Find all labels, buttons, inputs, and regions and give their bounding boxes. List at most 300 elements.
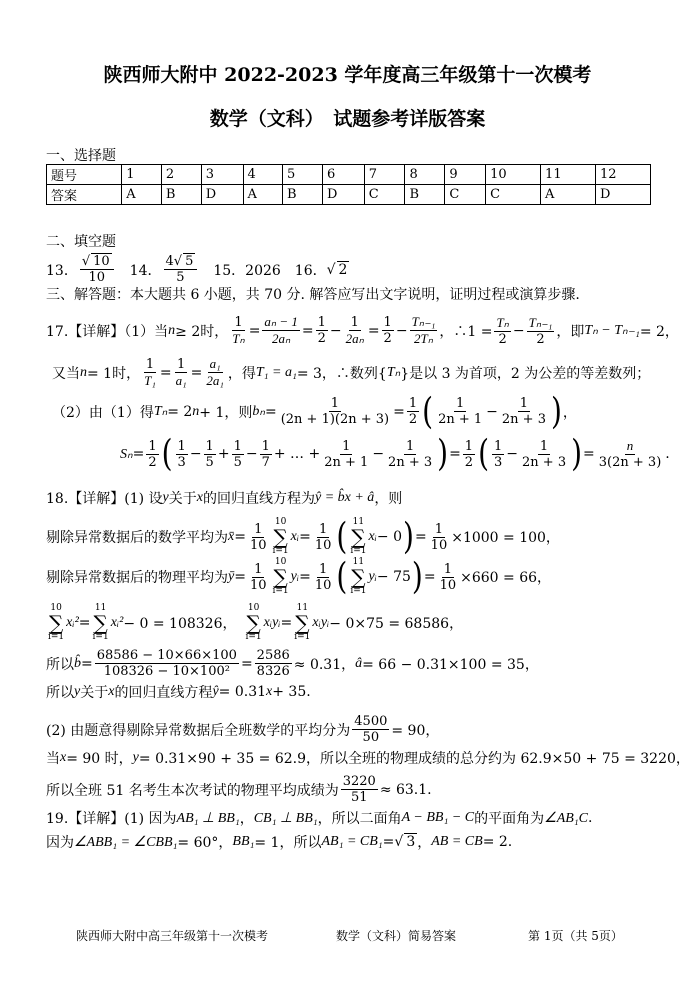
denominator <box>382 331 394 346</box>
text-run: 108326 − 10×100² <box>103 664 230 679</box>
denominator <box>344 331 366 347</box>
sigma-icon: ∑ <box>295 611 310 635</box>
math-variable: AB₁ = CB₁ <box>321 834 383 849</box>
denominator <box>497 332 509 347</box>
math-variable: bₙ <box>252 404 265 419</box>
section-heading-fill: 二、填空题 <box>46 234 116 250</box>
fraction <box>463 439 475 470</box>
denominator <box>102 664 232 679</box>
numerator <box>492 439 504 455</box>
text-run: 1 <box>519 396 529 411</box>
solution-line <box>46 254 349 285</box>
fraction <box>492 439 504 470</box>
numerator <box>80 254 114 270</box>
text-run: − 0 = 108326， <box>123 616 244 632</box>
text-run: 2n + 3 <box>522 454 567 470</box>
fraction <box>313 522 334 553</box>
text-run: ×660 = 66， <box>460 570 552 586</box>
text-run: 2 <box>408 412 418 427</box>
text-run: 所以 <box>46 685 74 701</box>
text-run: = <box>78 615 91 631</box>
text-run: = <box>299 529 311 545</box>
text-run: = <box>301 322 314 339</box>
numerator <box>410 314 438 331</box>
fraction <box>316 315 328 346</box>
text-run: = 2， <box>639 323 679 340</box>
denominator <box>204 455 216 470</box>
text-run: 1 <box>234 314 243 330</box>
sigma-icon: ∑ <box>273 565 288 589</box>
question-number-cell: 9 <box>445 165 486 185</box>
denominator <box>534 332 546 347</box>
math-variable: â <box>355 655 363 671</box>
math-variable: x <box>266 684 273 699</box>
text-run: 2586 <box>256 648 290 663</box>
sum-upper: 11 <box>94 603 107 613</box>
text-run: 10 <box>314 537 332 553</box>
question-number-cell: 1 <box>122 165 162 185</box>
text-run: 1 <box>408 396 418 411</box>
text-run: 因为 <box>46 835 74 851</box>
question-number-cell: 7 <box>364 165 405 185</box>
text-run: = 60°， <box>177 835 233 851</box>
text-run: 2 <box>536 331 545 347</box>
solution-line <box>52 356 650 389</box>
sum-lower: i=1 <box>350 586 367 596</box>
numerator <box>518 396 530 412</box>
summation <box>93 604 109 642</box>
denominator <box>597 455 664 470</box>
sigma-icon: ∑ <box>351 525 366 549</box>
text-run: − <box>329 322 342 339</box>
text-run: = 1，所以 <box>254 835 322 851</box>
numerator <box>317 562 329 578</box>
fraction <box>527 315 555 347</box>
answer-cell: D <box>595 185 650 205</box>
numerator <box>252 522 264 538</box>
math-variable: x̄ <box>228 529 235 544</box>
math-variable: ȳ <box>228 569 235 584</box>
text-run: = 3，∴数列{ <box>296 365 387 382</box>
denominator <box>361 730 382 745</box>
fraction <box>174 357 189 389</box>
question-number-cell: 3 <box>201 165 243 185</box>
fraction <box>500 396 548 427</box>
math-variable: Tₙ <box>232 330 245 346</box>
numerator <box>527 315 555 332</box>
text-run: = <box>234 569 246 585</box>
math-variable: xᵢyᵢ <box>263 615 281 630</box>
denominator <box>232 455 244 470</box>
text-run: 1 <box>205 438 214 454</box>
question-number-cell: 2 <box>161 165 201 185</box>
denominator <box>204 373 226 389</box>
math-variable: xᵢ² <box>110 615 124 630</box>
fraction <box>341 774 378 805</box>
fraction <box>410 314 438 347</box>
text-run: − <box>506 446 519 462</box>
numerator <box>232 439 244 455</box>
solution-line <box>46 604 463 642</box>
solution-line <box>46 808 592 828</box>
fraction <box>260 439 272 470</box>
text-run: 的回归直线方程 <box>114 685 213 701</box>
denominator <box>176 455 188 470</box>
text-run: 当 <box>46 751 60 767</box>
text-run: 5 <box>176 270 185 285</box>
numerator <box>255 648 292 664</box>
sqrt-expression <box>82 254 112 269</box>
answer-cell: C <box>445 185 486 205</box>
text-run: 4 <box>165 254 174 269</box>
sum-upper: 10 <box>247 603 260 613</box>
footer-school: 陕西师大附中高三年级第十一次模考 <box>76 929 269 943</box>
math-variable: A − BB₁ − C <box>401 810 475 825</box>
text-run: − <box>245 446 258 462</box>
sigma-icon: ∑ <box>273 525 288 549</box>
numerator <box>176 439 188 455</box>
text-run: 1 <box>254 521 263 537</box>
solution-line <box>46 314 679 347</box>
numerator <box>340 439 352 455</box>
fraction <box>279 396 391 427</box>
text-run: − <box>189 446 202 462</box>
summation <box>350 558 366 596</box>
answer-cell: D <box>322 185 364 205</box>
text-run: 1 <box>539 438 549 454</box>
summation <box>350 518 366 556</box>
text-run: 1 <box>177 438 186 454</box>
text-run: 50 <box>362 730 380 745</box>
math-variable: ŷ = b̂x + â <box>314 490 375 505</box>
text-run: 5 <box>233 454 242 470</box>
text-run: }是以 3 为首项，2 为公差的等差数列； <box>400 365 651 382</box>
denominator <box>500 412 548 427</box>
text-run: ， <box>562 404 577 421</box>
text-run: 1 <box>330 396 340 411</box>
text-run: 1 <box>383 315 392 330</box>
text-run: 1 <box>494 438 503 454</box>
fraction <box>142 357 158 389</box>
solution-line <box>46 514 560 558</box>
math-variable: T₁ = a₁ <box>255 364 297 380</box>
fraction <box>520 439 568 470</box>
text-run: ，则 <box>374 491 403 507</box>
summation <box>48 604 64 642</box>
math-variable: n <box>168 322 176 338</box>
denominator <box>86 270 107 285</box>
text-run: 1 <box>350 314 359 330</box>
text-run: 2 <box>317 331 326 346</box>
math-variable: 2Tₙ <box>414 331 433 346</box>
solution-line <box>46 554 552 598</box>
text-run: = 0.31 <box>218 684 267 700</box>
denominator <box>436 412 484 427</box>
section-heading-choice: 一、选择题 <box>46 148 116 164</box>
text-run: . <box>665 446 670 462</box>
text-run: 15．2026 16． <box>199 262 327 279</box>
text-run: = <box>393 403 405 420</box>
sqrt-icon: √ <box>81 254 91 269</box>
math-variable: Tₙ <box>386 365 401 380</box>
text-run: 17.【详解】（1）当 <box>46 323 169 340</box>
question-number-cell: 6 <box>322 165 364 185</box>
math-variable: yᵢ <box>290 569 300 584</box>
question-number-cell: 12 <box>595 165 650 185</box>
text-run: − <box>486 403 498 420</box>
text-run: 1 <box>317 315 326 330</box>
answer-cell: C <box>486 185 541 205</box>
numerator <box>329 396 341 412</box>
text-run: 2n + 1 <box>324 454 369 470</box>
fraction <box>176 439 188 470</box>
sqrt-icon: √ <box>394 834 404 850</box>
fraction <box>494 315 510 347</box>
sigma-icon: ∑ <box>351 565 366 589</box>
text-run: 的平面角为 <box>474 811 545 827</box>
text-run: = 2. <box>482 834 513 850</box>
table-row-answers <box>47 185 651 205</box>
math-variable: Tₙ <box>496 314 509 330</box>
text-run: (2n + 1)(2n + 3) <box>280 412 390 427</box>
solution-line <box>46 648 539 679</box>
text-run: 3 <box>494 454 503 470</box>
question-number-cell: 11 <box>541 165 596 185</box>
denominator <box>248 578 269 593</box>
math-variable: Tₙ − Tₙ₋₁ <box>584 323 640 338</box>
text-run: 2 <box>383 331 392 346</box>
sum-lower: i=1 <box>245 632 262 642</box>
math-variable: ∠AB₁C <box>544 810 588 826</box>
text-run: 8326 <box>256 664 290 679</box>
text-run: 1 <box>318 521 328 537</box>
math-variable: y <box>132 750 139 765</box>
text-run: = 66 − 0.31×100 = 35， <box>362 656 539 673</box>
text-run: = 90， <box>391 722 440 739</box>
text-run: 5 <box>205 454 214 470</box>
text-run: 1 <box>405 438 415 454</box>
sqrt-icon: √ <box>326 261 336 278</box>
text-run: = <box>159 364 172 381</box>
denominator <box>463 455 475 470</box>
sum-upper: 10 <box>274 557 287 567</box>
sigma-icon: ∑ <box>93 611 108 635</box>
text-run: 3(2n + 3) <box>598 455 662 470</box>
sum-upper: 11 <box>352 517 365 527</box>
text-run: . <box>588 810 593 826</box>
text-run: ≥ 2时， <box>175 323 229 340</box>
text-run: + <box>217 446 230 462</box>
text-run: 10 <box>249 537 267 553</box>
numerator <box>146 439 158 455</box>
text-run: = 0.31×90 + 35 = 62.9，所以全班的物理成绩的总分约为 62.9×50 + 75 = 3220， <box>138 751 690 767</box>
answer-cell: B <box>283 185 323 205</box>
denominator <box>174 270 186 285</box>
text-run: 1 <box>342 438 351 454</box>
math-variable: aₙ − 1 <box>264 314 298 329</box>
text-run: ， <box>239 811 254 827</box>
fraction <box>344 315 366 347</box>
numerator <box>262 314 299 331</box>
text-run: 68586 − 10×66×100 <box>96 648 237 663</box>
sum-lower: i=1 <box>272 586 289 596</box>
fraction <box>352 714 389 745</box>
sigma-icon: ∑ <box>246 611 261 635</box>
denominator <box>322 455 370 470</box>
denominator <box>412 331 435 347</box>
big-parenthesis: ( <box>478 431 490 475</box>
fraction <box>248 522 269 553</box>
sum-upper: 11 <box>352 557 365 567</box>
text-run: 10 <box>430 537 448 553</box>
text-run: 19.【详解】(1) 因为 <box>46 811 177 827</box>
math-variable: xᵢ <box>368 529 377 544</box>
solution-line <box>52 389 577 433</box>
fraction <box>407 396 419 427</box>
text-run: 所以 <box>46 656 74 673</box>
text-run: + 1，则 <box>199 404 253 421</box>
answer-cell: A <box>243 185 283 205</box>
text-run: 3220 <box>342 774 376 789</box>
text-run: = <box>240 655 253 672</box>
text-run: ×1000 = 100， <box>451 530 560 546</box>
text-run: = <box>367 322 380 339</box>
answer-cell: D <box>201 185 243 205</box>
fraction <box>204 356 226 389</box>
answer-cell: C <box>364 185 405 205</box>
denominator <box>407 412 419 427</box>
denominator <box>492 455 504 470</box>
text-run: 2n + 3 <box>388 454 433 470</box>
math-variable: x <box>60 750 67 765</box>
denominator <box>174 373 189 389</box>
text-run: 2n + 3 <box>501 412 546 427</box>
text-run: 1 <box>464 438 474 454</box>
answer-cell: B <box>161 185 201 205</box>
fraction <box>248 562 269 593</box>
denominator <box>230 331 246 347</box>
text-run: ，得 <box>227 365 256 382</box>
footer-page-number: 第 1页（共 5页） <box>528 929 623 943</box>
text-run: = <box>449 446 461 462</box>
text-run: + … + <box>273 446 321 462</box>
fraction <box>322 439 370 470</box>
text-run: = <box>423 569 436 585</box>
text-run: = 2 <box>167 403 193 420</box>
math-variable: Tₙ₋₁ <box>528 314 553 330</box>
denominator <box>438 578 459 593</box>
text-run: (2) 由题意得剔除异常数据后全班数学的平均分为 <box>46 722 351 739</box>
big-parenthesis: ) <box>550 389 562 433</box>
text-run: 10 <box>439 577 457 593</box>
text-run: − 0 <box>376 529 402 545</box>
denominator <box>255 664 292 679</box>
sum-upper: 10 <box>274 517 287 527</box>
text-run: 4500 <box>354 714 388 729</box>
big-parenthesis: ( <box>422 389 434 433</box>
summation <box>246 604 262 642</box>
sum-lower: i=1 <box>350 546 367 556</box>
math-variable: Sₙ <box>120 446 133 462</box>
denominator <box>316 331 328 346</box>
math-variable: AB = CB <box>431 834 483 849</box>
text-run: 的回归直线方程为 <box>202 491 315 507</box>
text-run: 又当 <box>52 365 80 382</box>
big-parenthesis: ( <box>336 514 348 558</box>
numerator <box>252 562 264 578</box>
fraction <box>95 648 239 679</box>
denominator <box>279 412 391 427</box>
text-run: 1 <box>233 438 242 454</box>
question-number-cell: 10 <box>486 165 541 185</box>
fraction <box>597 438 664 470</box>
numerator <box>352 714 389 730</box>
denominator <box>248 538 269 553</box>
numerator <box>317 522 329 538</box>
solution-line <box>120 431 670 475</box>
text-run: 1 <box>261 438 270 454</box>
text-run: 关于 <box>80 685 109 701</box>
fraction <box>436 396 484 427</box>
sum-upper: 10 <box>50 603 62 613</box>
numerator <box>341 774 378 790</box>
denominator <box>429 538 450 553</box>
fraction <box>313 562 334 593</box>
numerator <box>260 439 272 455</box>
denominator <box>313 538 334 553</box>
text-run: = <box>248 322 261 339</box>
text-run: = <box>132 446 145 462</box>
text-run: 3 <box>177 454 186 470</box>
text-run: 2 <box>498 331 507 347</box>
text-run: = <box>382 834 395 850</box>
answer-cell: A <box>541 185 596 205</box>
math-variable: AB₁ ⊥ BB₁ <box>176 810 240 826</box>
text-run: （2）由（1）得 <box>52 404 154 421</box>
text-run: = 1时， <box>87 365 141 382</box>
question-number-cell: 4 <box>243 165 283 185</box>
text-run: = <box>190 364 203 381</box>
numerator <box>175 357 187 373</box>
math-variable: y <box>74 684 81 699</box>
summation <box>294 604 310 642</box>
solution-line <box>46 488 402 508</box>
sum-lower: i=1 <box>92 632 109 642</box>
numerator <box>95 648 239 664</box>
radicand: 2 <box>338 261 348 278</box>
summation <box>273 518 289 556</box>
text-run: = 90 时， <box>66 751 133 767</box>
sum-lower: i=1 <box>294 632 311 642</box>
row-label: 题号 <box>47 165 122 185</box>
fraction <box>262 314 299 347</box>
question-number-cell: 8 <box>405 165 445 185</box>
numerator <box>232 315 244 331</box>
solution-line <box>46 832 512 852</box>
math-variable: T₁ <box>144 372 156 388</box>
numerator <box>433 522 445 538</box>
denominator <box>146 455 158 470</box>
text-run: 1 <box>443 561 452 577</box>
sqrt-icon: √ <box>173 254 183 269</box>
answer-cell: A <box>122 185 162 205</box>
text-run: = <box>280 615 293 631</box>
footer-subject: 数学（文科）简易答案 <box>336 929 457 943</box>
math-variable: 2aₙ <box>345 330 364 346</box>
text-run: ，所以二面角 <box>317 811 402 827</box>
text-run: − 0×75 = 68586， <box>329 616 464 632</box>
text-run: 10 <box>314 577 332 593</box>
